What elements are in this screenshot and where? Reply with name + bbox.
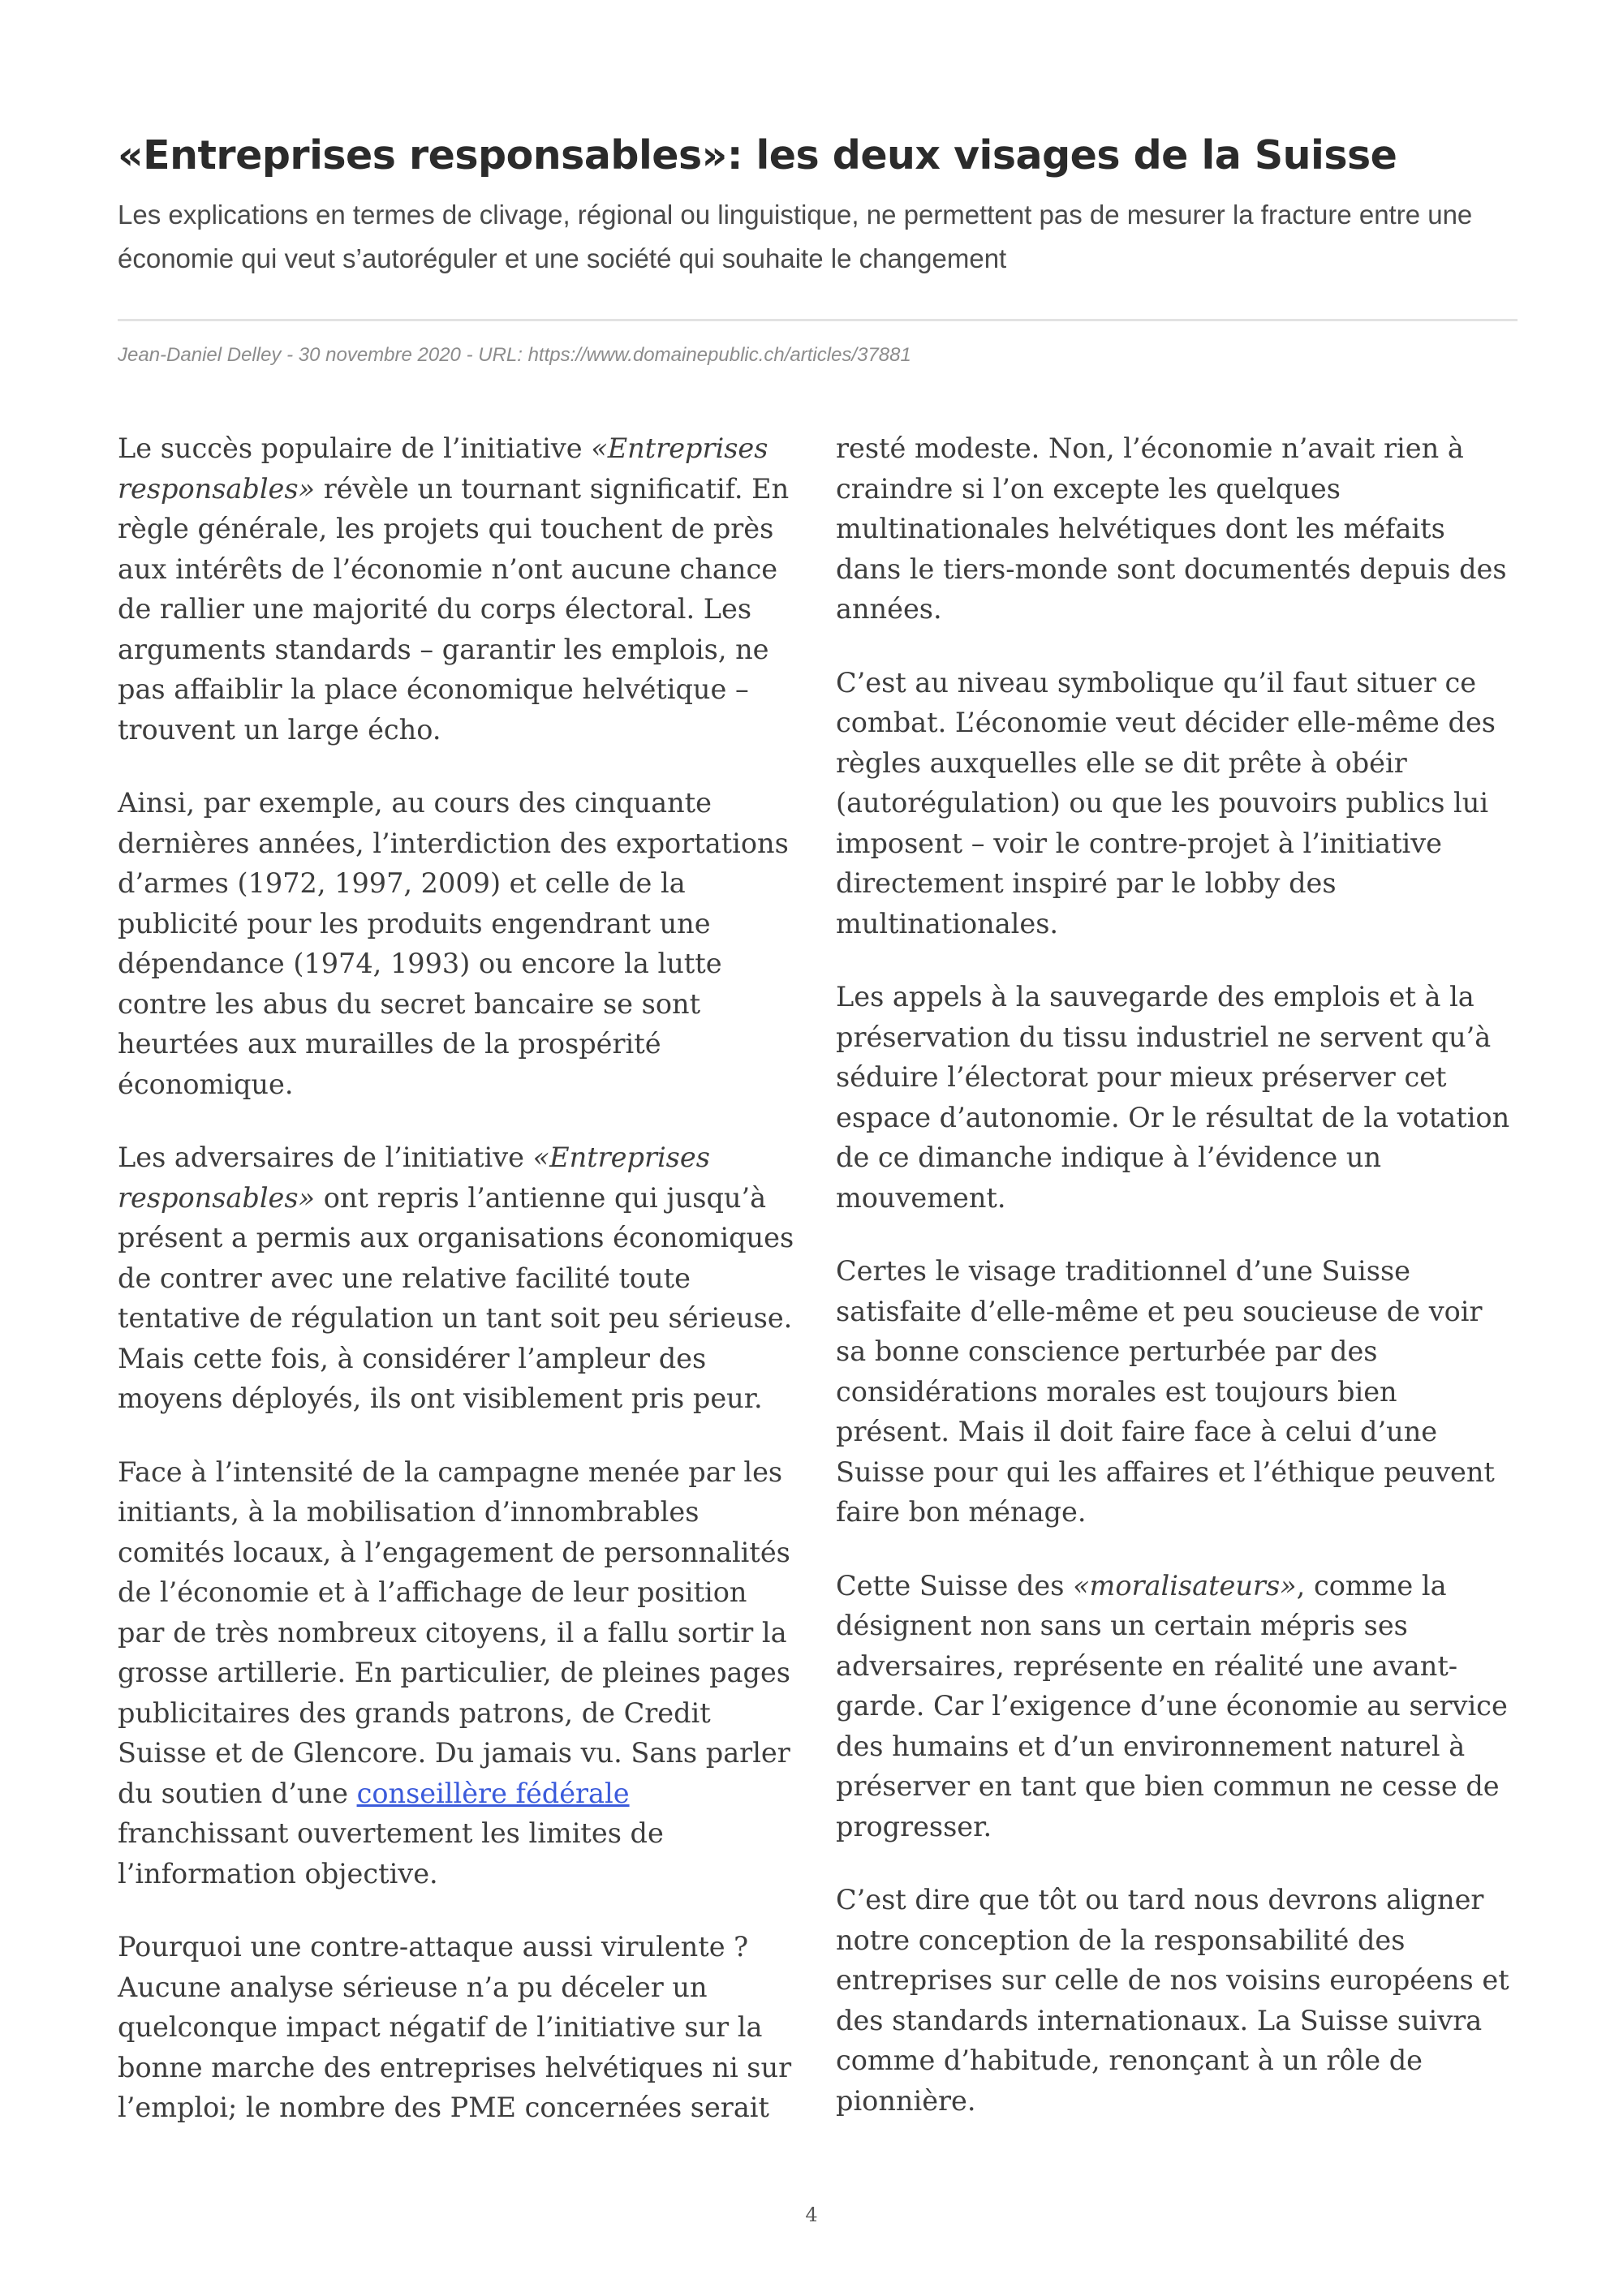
paragraph-8: Certes le visage traditionnel d’une Suisse satisfaite d’elle-même et peu soucieuse de voir sa bonne conscience perturbée par des considérations morales est toujours bien présent. Mais il doit faire face à celui d’une Suisse pour qui les affaires et l’éthique peuvent faire bon ménage.: [836, 1255, 1495, 1528]
article-meta: Jean-Daniel Delley - 30 novembre 2020 - URL: https://www.domainepublic.ch/articles/37881: [118, 344, 911, 366]
paragraph-2: Ainsi, par exemple, au cours des cinquante dernières années, l’interdiction des exportations d’armes (1972, 1997, 2009) et celle de la publicité pour les produits engendrant une dépendance (1974, 1993) ou encore la lutte contre les abus du secret bancaire se sont heurtées aux murailles de la prospérité économique.: [118, 787, 789, 1100]
article-subtitle: Les explications en termes de clivage, régional ou linguistique, ne permettent pas de mesurer la fracture entre une économie qui veut s’autoréguler et une société qui souhaite le changement: [118, 200, 1473, 273]
paragraph-5: Pourquoi une contre-attaque aussi virulente ? Aucune analyse sérieuse n’a pu déceler un quelconque impact négatif de l’initiative sur la bonne marche des entreprises helvétiques ni sur l’emploi; le nombre des PME concernées serait: [118, 1931, 792, 2123]
paragraph-9: Cette Suisse des «moralisateurs», comme la désignent non sans un certain mépris ses adversaires, représente en réalité une avant-garde. Car l’exigence d’une économie au service des humains et d’un environnement naturel à préserver en tant que bien commun ne cesse de progresser.: [836, 1569, 1508, 1842]
column-left: [118, 428, 799, 2128]
paragraph-6: C’est au niveau symbolique qu’il faut situer ce combat. L’économie veut décider elle-même des règles auxquelles elle se dit prête à obéir (autorégulation) ou que les pouvoirs publics lui imposent – voir le contre-projet à l’initiative directement inspiré par le lobby des multinationales.: [836, 666, 1496, 939]
paragraph-1: Le succès populaire de l’initiative «Entreprises responsables» révèle un tournant significatif. En règle générale, les projets qui touchent de près aux intérêts de l’économie n’ont aucune chance de rallier une majorité du corps électoral. Les arguments standards – garantir les emplois, ne pas affaiblir la place économique helvétique – trouvent un large écho.: [118, 432, 790, 746]
paragraph-7: Les appels à la sauvegarde des emplois et à la préservation du tissu industriel ne servent qu’à séduire l’électorat pour mieux préserver cet espace d’autonomie. Or le résultat de la votation de ce dimanche indique à l’évidence un mouvement.: [836, 981, 1510, 1214]
emphasis-initiative-name: «Entreprises responsables»: [118, 1142, 710, 1214]
emphasis-initiative-name: «Entreprises responsables»: [118, 432, 768, 505]
column-right: [836, 428, 1518, 2154]
emphasis-moralisateurs: «moralisateurs»: [1073, 1569, 1297, 1602]
paragraph-4: Face à l’intensité de la campagne menée par les initiants, à la mobilisation d’innombrables comités locaux, à l’engagement de personnalités de l’économie et à l’affichage de leur position par de très nombreux citoyens, il a fallu sortir la grosse artillerie. En particulier, de pleines pages publicitaires des grands patrons, de Credit Suisse et de Glencore. Du jamais vu. Sans parler du soutien d’une conseillère fédérale franchissant ouvertement les limites de l’information objective.: [118, 1455, 790, 1890]
paragraph-10: C’est dire que tôt ou tard nous devrons aligner notre conception de la responsabilité des entreprises sur celle de nos voisins européens et des standards internationaux. La Suisse suivra comme d’habitude, renonçant à un rôle de pionnière.: [836, 1884, 1509, 2117]
paragraph-3: Les adversaires de l’initiative «Entreprises responsables» ont repris l’antienne qui jusqu’à présent a permis aux organisations économiques de contrer avec une relative facilité toute tentative de régulation un tant soit peu sérieuse. Mais cette fois, à considérer l’ampleur des moyens déployés, ils ont visiblement pris peur.: [118, 1142, 794, 1414]
header-divider: [118, 319, 1518, 321]
page-number: 4: [805, 2204, 818, 2226]
article-header: [118, 130, 1518, 281]
article-title: «Entreprises responsables»: les deux visages de la Suisse: [118, 132, 1397, 178]
link-conseillere-federale[interactable]: conseillère fédérale: [356, 1777, 630, 1809]
paragraph-5-continued: resté modeste. Non, l’économie n’avait rien à craindre si l’on excepte les quelques multinationales helvétiques dont les méfaits dans le tiers-monde sont documentés depuis des années.: [836, 432, 1507, 625]
